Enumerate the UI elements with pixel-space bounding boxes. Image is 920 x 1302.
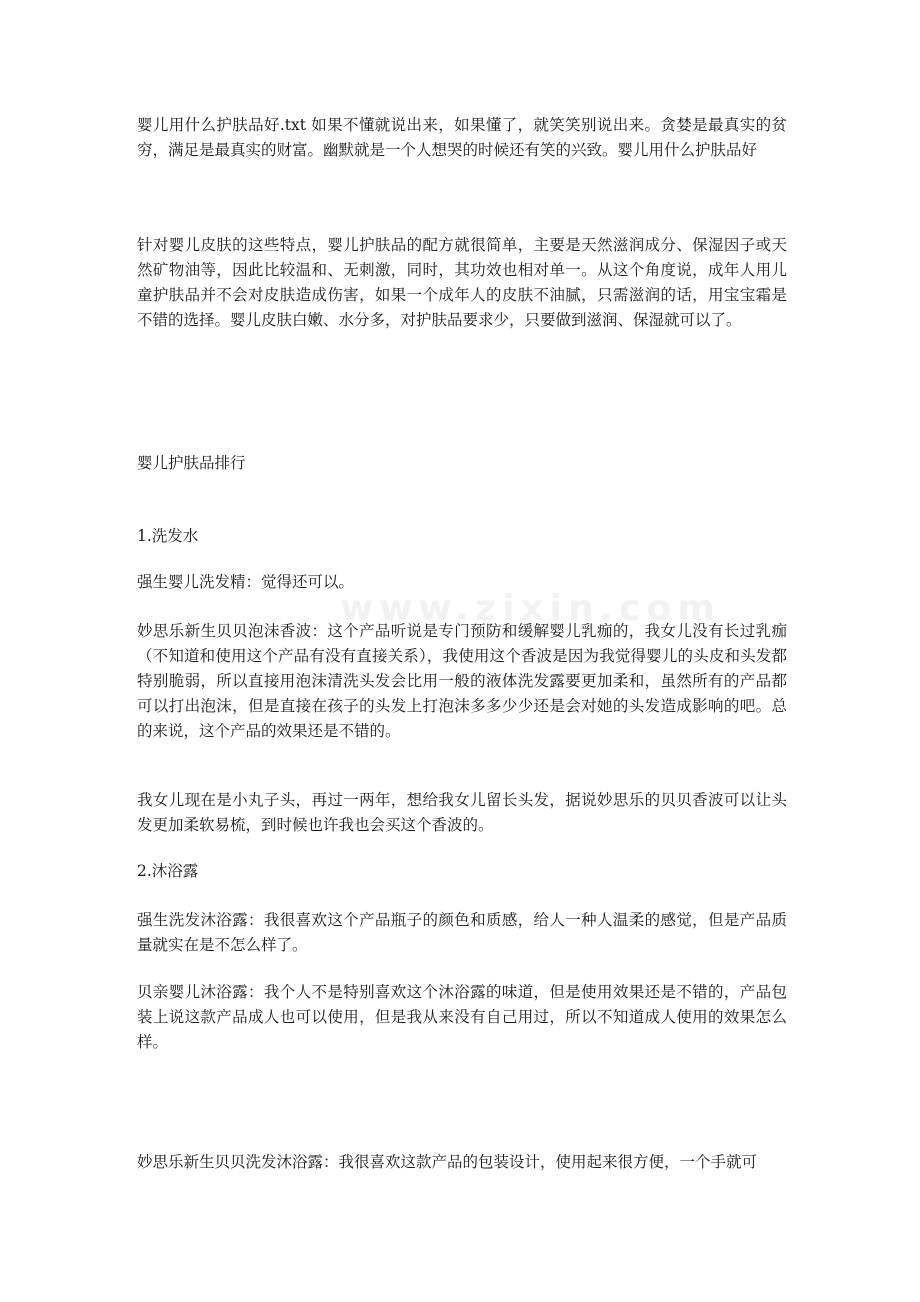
shampoo-item-mustela: 妙思乐新生贝贝泡沫香波：这个产品听说是专门预防和缓解婴儿乳痂的，我女儿没有长过乳痂（不知道和使用这个产品有没有直接关系），我使用这个香波是因为我觉得婴儿的头皮和头发都特别脆弱，所以直接用泡沫清洗头发会比用一般的液体洗发露要更加柔和，虽然所有的产品都可以打出泡沫，但是直接在孩子的头发上打泡沫多多少少还是会对她的头发造成影响的吧。总的来说，这个产品的效果还是不错的。 — [137, 622, 787, 740]
watermark: www.zixin.com — [340, 588, 721, 629]
subheading-body-wash: 2.沐浴露 — [137, 862, 199, 880]
intro-paragraph: 婴儿用什么护肤品好.txt 如果不懂就说出来，如果懂了，就笑笑别说出来。贪婪是最真实的贫穷，满足是最真实的财富。幽默就是一个人想哭的时候还有笑的兴致。婴儿用什么护肤品好 — [137, 116, 787, 159]
body-wash-item-mustela: 妙思乐新生贝贝洗发沐浴露：我很喜欢这款产品的包装设计，使用起来很方便，一个手就可 — [137, 1153, 758, 1171]
body-wash-item-johnson: 强生洗发沐浴露：我很喜欢这个产品瓶子的颜色和质感，给人一种人温柔的感觉，但是产品质量就实在是不怎么样了。 — [137, 911, 787, 954]
body-wash-item-pigeon: 贝亲婴儿沐浴露：我个人不是特别喜欢这个沐浴露的味道，但是使用效果还是不错的，产品包装上说这款产品成人也可以使用，但是我从来没有自己用过，所以不知道成人使用的效果怎么样。 — [137, 983, 787, 1051]
skin-care-paragraph: 针对婴儿皮肤的这些特点，婴儿护肤品的配方就很简单，主要是天然滋润成分、保湿因子或天然矿物油等，因此比较温和、无刺激，同时，其功效也相对单一。从这个角度说，成年人用儿童护肤品并不会对皮肤造成伤害，如果一个成年人的皮肤不油腻，只需滋润的话，用宝宝霜是不错的选择。婴儿皮肤白嫩、水分多，对护肤品要求少，只要做到滋润、保湿就可以了。 — [137, 236, 787, 329]
subheading-shampoo: 1.洗发水 — [137, 527, 199, 545]
section-heading-ranking: 婴儿护肤品排行 — [137, 454, 246, 472]
daughter-hair-paragraph: 我女儿现在是小丸子头，再过一两年，想给我女儿留长头发，据说妙思乐的贝贝香波可以让头发更加柔软易梳，到时候也许我也会买这个香波的。 — [137, 791, 787, 834]
shampoo-item-johnson: 强生婴儿洗发精：觉得还可以。 — [137, 573, 355, 591]
